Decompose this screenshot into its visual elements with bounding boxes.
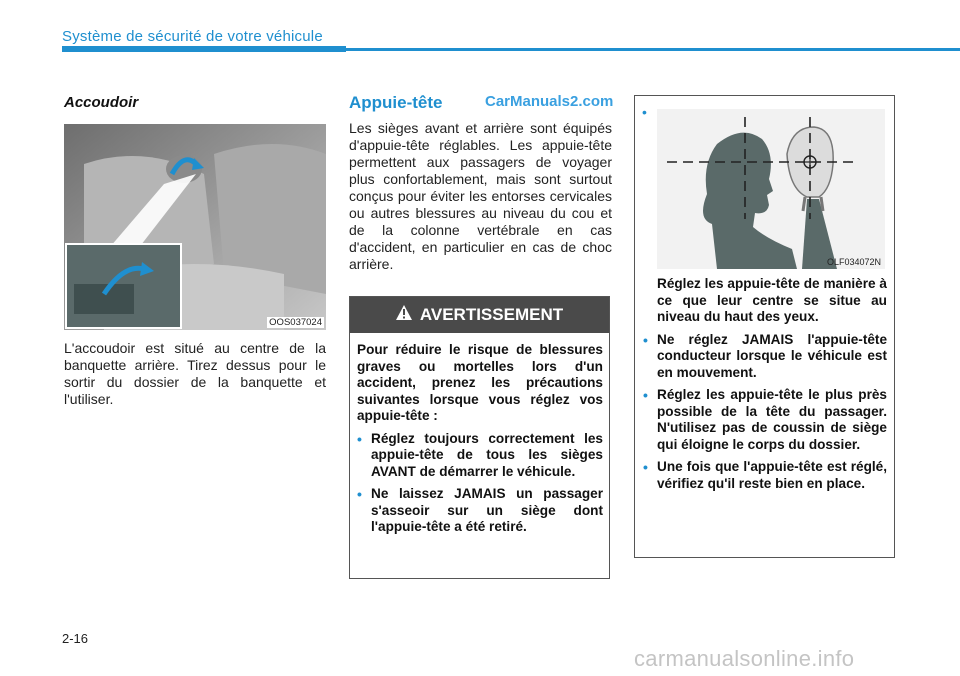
warning-header — [350, 297, 609, 333]
bullet-dot-icon: • — [642, 104, 647, 120]
bullet-dot-icon: • — [643, 331, 648, 348]
headrest-adjust-box — [634, 95, 895, 558]
warning-intro: Pour réduire le risque de blessures graves ou mortelles lors d'un accident, prenez les précautions suivantes lorsque vous réglez vos appuie-tête : — [357, 342, 603, 423]
warning-triangle-icon — [396, 305, 412, 325]
headrest-adjust-body — [643, 276, 887, 492]
list-item — [357, 486, 603, 536]
headrest-heading: Appuie-tête — [349, 93, 443, 112]
adjust-item-text: Réglez les appuie-tête le plus près possible de la tête du passager. N'utilisez pas de coussin de siège qui éloigne le corps du dossier. — [657, 387, 887, 452]
header-rule-accent — [62, 46, 346, 52]
armrest-photo — [64, 124, 326, 330]
photo-caption: OOS037024 — [269, 317, 322, 328]
bullet-dot-icon: • — [357, 486, 362, 502]
warning-heading: AVERTISSEMENT — [419, 305, 564, 324]
headrest-description: Les sièges avant et arrière sont équipés d'appuie-tête réglables. Les appuie-tête permettent aux passagers de voyager plus confortablement, mais sont surtout conçus pour éviter les entorses cervicales ou autres blessures au niveau du cou et de la colonne vertébrale en cas d'accident, en particulier en cas de choc arrière. — [349, 120, 612, 272]
list-item — [643, 332, 887, 382]
warning-item-text: Ne laissez JAMAIS un passager s'asseoir sur un siège dont l'appuie-tête a été retiré. — [371, 486, 603, 534]
headrest-diagram — [657, 109, 885, 269]
warning-item-text: Réglez toujours correctement les appuie-tête de tous les sièges AVANT de démarrer le véhicule. — [371, 430, 603, 479]
list-item — [357, 431, 603, 481]
adjust-item-text: Une fois que l'appuie-tête est réglé, vérifiez qu'il reste bien en place. — [657, 459, 887, 491]
page-number: 2-16 — [62, 631, 89, 646]
bullet-dot-icon: • — [643, 387, 648, 403]
warning-box — [349, 296, 610, 579]
bullet-dot-icon: • — [357, 430, 362, 447]
list-item — [643, 459, 887, 492]
warning-body — [357, 342, 603, 536]
adjust-item-text: Ne réglez JAMAIS l'appuie-tête conducteur lorsque le véhicule est en mouvement. — [657, 331, 887, 380]
adjust-first-text: Réglez les appuie-tête de manière à ce que leur centre se situe au niveau du haut des yeux. — [657, 276, 887, 324]
footer-watermark: carmanualsonline.info — [634, 646, 855, 671]
armrest-description: L'accoudoir est situé au centre de la banquette arrière. Tirez dessus pour le sortir du dossier de la banquette et l'utiliser. — [64, 340, 326, 407]
bullet-dot-icon: • — [643, 459, 648, 475]
section-title: Système de sécurité de votre véhicule — [62, 28, 323, 45]
list-item — [643, 387, 887, 453]
armrest-heading: Accoudoir — [64, 94, 139, 111]
site-watermark: CarManuals2.com — [485, 93, 614, 110]
diagram-caption: OLF034072N — [826, 257, 881, 267]
